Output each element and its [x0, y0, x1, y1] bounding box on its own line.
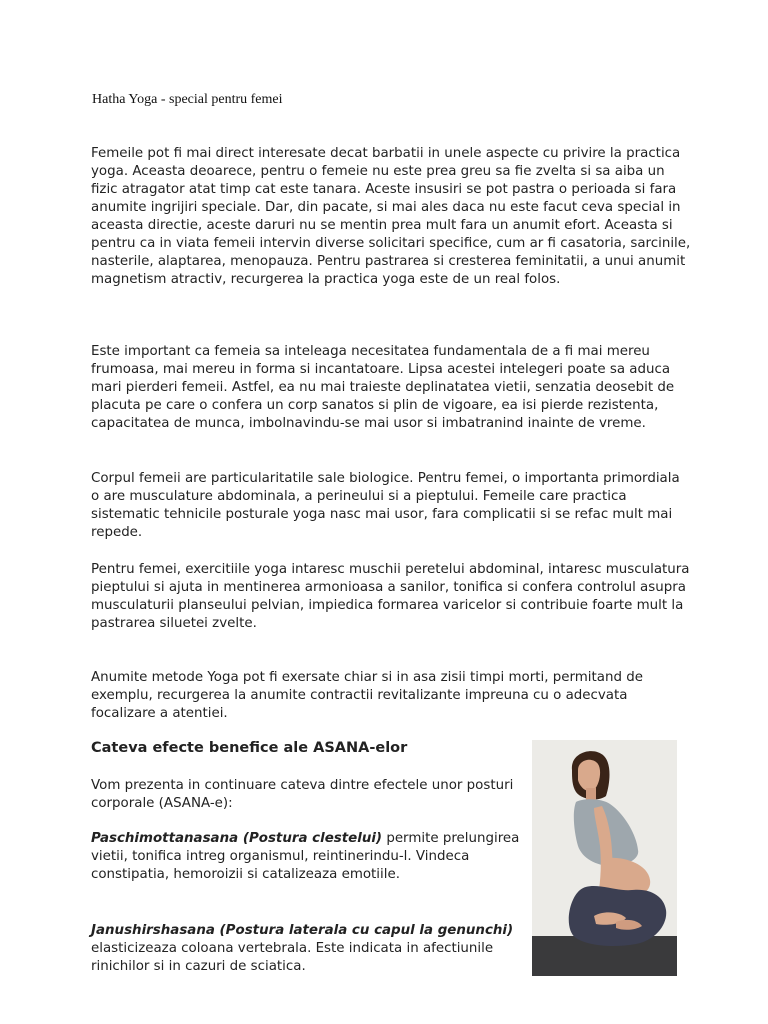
- paragraph-3: Corpul femeii are particularitatile sale biologice. Pentru femei, o importanta primordiala o are musculature abdominala, a perineului si a pieptului. Femeile care practica sistematic tehnicile posturale yoga nasc mai usor, fara complicatii si se refac mult mai repede.: [91, 471, 680, 540]
- paragraph-5: Anumite metode Yoga pot fi exersate chiar si in asa zisii timpi morti, permitand de exemplu, recurgerea la anumite contractii revitalizante impreuna cu o adecvata focalizare a atentiei.: [91, 670, 643, 721]
- paragraph-1: Femeile pot fi mai direct interesate decat barbatii in unele aspecte cu privire la practica yoga. Aceasta deoarece, pentru o femeie nu este prea greu sa fie zvelta si sa aiba un fizic atragator atat timp cat este tanara. Aceste insusiri se pot pastra o perioada si fara anumite ingrijiri speciale. Dar, din pacate, si mai ales daca nu este facut ceva special in aceasta directie, aceste daruri nu se mentin prea mult fara un anumit efort. Aceasta si pentru ca in viata femeii intervin diverse solicitari specifice, cum ar fi casatoria, sarcinile, nasterile, alaptarea, menopauza. Pentru pastrarea si cresterea feminitatii, a unui anumit magnetism atractiv, recurgerea la practica yoga este de un real folos.: [91, 146, 691, 287]
- asana-paschimottanasana: [91, 830, 521, 884]
- woman-sitting-yoga-pose-photo: [532, 740, 677, 976]
- asana-description: permite prelungirea vietii, tonifica intreg organismul, reintinerindu-l. Vindeca constipatia, hemoroizii si catalizeaza emotiile.: [91, 831, 520, 882]
- document-title: Hatha Yoga - special pentru femei: [92, 92, 283, 107]
- section-intro: Vom prezenta in continuare cateva dintre efectele unor posturi corporale (ASANA-e):: [91, 778, 514, 811]
- asana-description: elasticizeaza coloana vertebrala. Este indicata in afectiunile rinichilor si in cazuri de sciatica.: [91, 941, 494, 974]
- section-heading: Cateva efecte benefice ale ASANA-elor: [91, 740, 408, 756]
- paragraph-4: Pentru femei, exercitiile yoga intaresc muschii peretelui abdominal, intaresc musculatura pieptului si ajuta in mentinerea armonioasa a sanilor, tonifica si confera controlul asupra musculaturii planseului pelvian, impiedica formarea varicelor si contribuie foarte mult la pastrarea siluetei zvelte.: [91, 562, 690, 631]
- paragraph-2: Este important ca femeia sa inteleaga necesitatea fundamentala de a fi mai mereu frumoasa, mai mereu in forma si incantatoare. Lipsa acestei intelegeri poate sa aduca mari pierderi femeii. Astfel, ea nu mai traieste deplinatatea vietii, senzatia deosebit de placuta pe care o confera un corp sanatos si plin de vigoare, ea isi pierde rezistenta, capacitatea de munca, imbolnavindu-se mai usor si imbatranind inainte de vreme.: [91, 344, 675, 431]
- asana-name: Paschimottanasana (Postura clestelui): [91, 831, 383, 846]
- asana-name: Janushirshasana (Postura laterala cu capul la genunchi): [91, 923, 514, 938]
- asana-janushirshasana: [91, 922, 521, 976]
